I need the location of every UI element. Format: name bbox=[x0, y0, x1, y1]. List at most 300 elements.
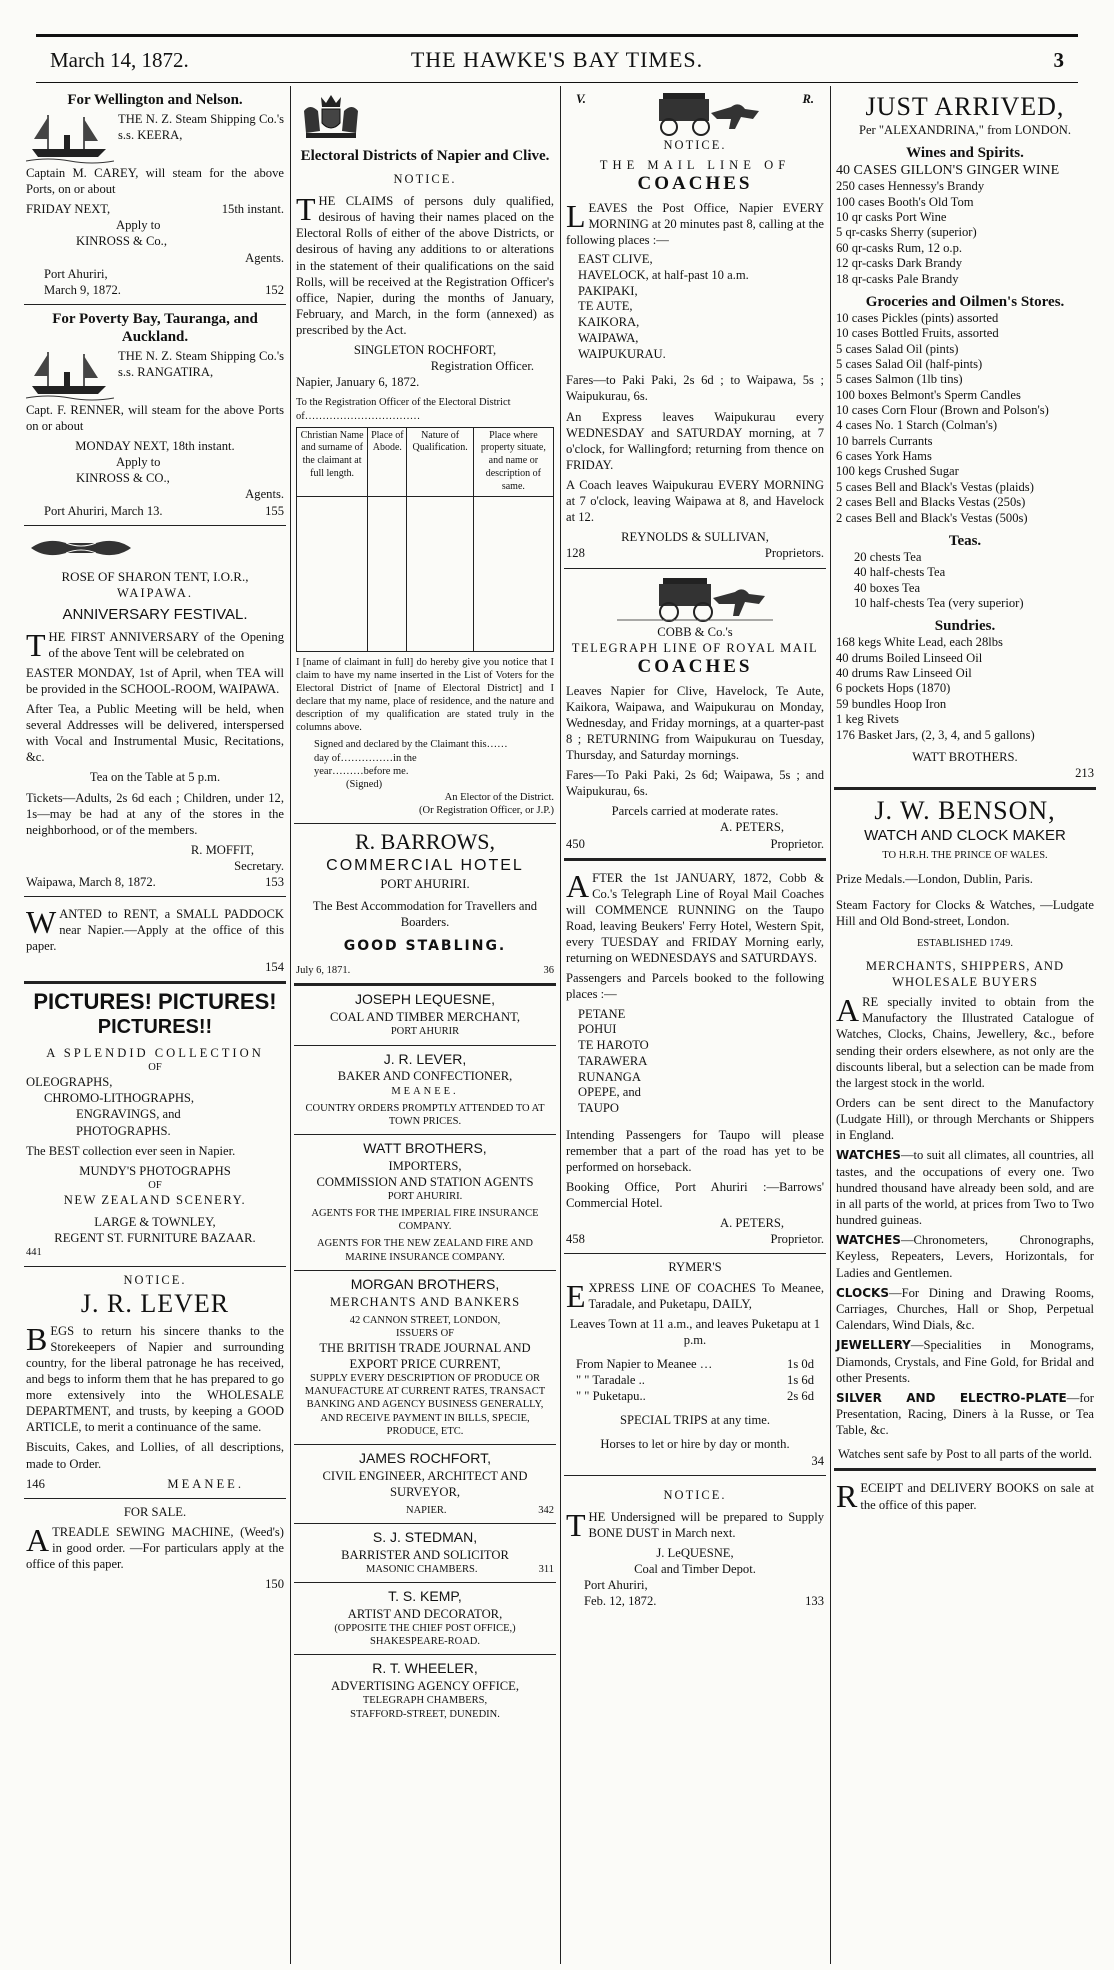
ad-number: 133 bbox=[805, 1594, 824, 1609]
sail-day: MONDAY NEXT, 18th instant. bbox=[75, 439, 235, 454]
form-column-header: Christian Name and surname of the claimant at full length. bbox=[297, 427, 368, 496]
picture-types bbox=[26, 1074, 284, 1138]
morgan-line: THE BRITISH TRADE JOURNAL AND EXPORT PRICE CURRENT, bbox=[319, 1340, 531, 1372]
ad-pictures bbox=[24, 984, 286, 1267]
ad-captain: Capt. F. RENNER, will steam for the above Ports on or about bbox=[26, 402, 284, 433]
para: Leaves Town at 11 a.m., and leaves Puketapu at 1 p.m. bbox=[569, 1316, 821, 1347]
cobb-line: TELEGRAPH LINE OF ROYAL MAIL bbox=[571, 640, 819, 655]
ad-poverty-bay bbox=[24, 305, 286, 526]
lequesne-trade: COAL AND TIMBER MERCHANT, bbox=[329, 1010, 521, 1025]
lever-name: J. R. LEVER, bbox=[383, 1050, 467, 1067]
benson-medals: Prize Medals.—London, Dublin, Paris. bbox=[836, 871, 1033, 886]
category-text: —Chronometers, Chronographs, Keyless, Repeaters, Levers, Horizontals, for Ladies and Gentlemen. bbox=[836, 1233, 1094, 1280]
goods-item: 5 cases Salad Oil (pints) bbox=[836, 341, 959, 356]
watt-agency: AGENTS FOR THE IMPERIAL FIRE INSURANCE COMPANY. bbox=[311, 1208, 539, 1233]
fare-price: 2s 6d bbox=[787, 1389, 814, 1404]
mundy: MUNDY'S PHOTOGRAPHS bbox=[79, 1163, 231, 1178]
column-rule bbox=[560, 86, 561, 1964]
para: An Express leaves Waipukurau every WEDNESDAY and SATURDAY morning, at 7 o'clock, for Wallingford; returning from thence on FRIDAY. bbox=[566, 409, 824, 472]
fare-route: " " Puketapu.. bbox=[576, 1389, 646, 1404]
goods-item: 4 cases No. 1 Starch (Colman's) bbox=[836, 418, 998, 433]
ad-number: 342 bbox=[538, 1504, 554, 1516]
ad-wanted bbox=[24, 897, 286, 983]
wines-heading: Wines and Spirits. bbox=[906, 145, 1024, 162]
declaration: I [name of claimant in full] do hereby give you notice that I claim to have my name inserted in the List of Voters for the Electoral District of [name of Electoral District] and I declare that my name, place of residence, and the nature and description of my qualification are stated truly in the columns above. bbox=[296, 656, 554, 734]
dated: Port Ahuriri, March 13. bbox=[44, 503, 163, 518]
ad-rymer bbox=[564, 1254, 826, 1475]
accommodation: The Best Accommodation for Travellers and Boarders. bbox=[312, 899, 538, 930]
stabling: GOOD STABLING. bbox=[343, 938, 507, 955]
goods-item: 100 boxes Belmont's Sperm Candles bbox=[836, 387, 1021, 402]
notice-label: NOTICE. bbox=[123, 1272, 187, 1287]
fare-route: " " Taradale .. bbox=[576, 1373, 645, 1388]
goods-item: 6 cases York Hams bbox=[836, 449, 932, 464]
goods-item: 100 kegs Crushed Sugar bbox=[836, 464, 959, 479]
or-registration: (Or Registration Officer, or J.P.) bbox=[419, 805, 554, 817]
kemp-line: (OPPOSITE THE CHIEF POST OFFICE,) bbox=[334, 1623, 516, 1635]
fare-price: 1s 0d bbox=[787, 1357, 814, 1372]
benson-trade: WATCH AND CLOCK MAKER bbox=[864, 827, 1066, 845]
groceries-heading: Groceries and Oilmen's Stores. bbox=[865, 293, 1065, 310]
ad-number: 154 bbox=[265, 959, 284, 974]
benson-appointment: TO H.R.H. THE PRINCE OF WALES. bbox=[882, 850, 1048, 862]
ad-lever-notice bbox=[24, 1267, 286, 1499]
goods-item: 176 Basket Jars, (2, 3, 4, and 5 gallons) bbox=[836, 727, 1035, 742]
para: ARE specially invited to obtain from the Manufactory the Illustrated Catalogue of Watches, Clocks, Chains, Jewellery, &c., before sending their orders elsewhere, as not only are the discounts liberal, but a selection can be made from the largest stock in the world. bbox=[836, 992, 1094, 1090]
category-text: —For Dining and Drawing Rooms, Carriages, Churches, Hall or Shop, Perpetual Calendars, Wind Dials, &c. bbox=[836, 1285, 1094, 1333]
category-text: —to suit all climates, all countries, all tastes, and the occupations of every one. Two hundred thousand have already been sold, and are in all parts of the world, at prices from Two to Two hundred guineas. bbox=[836, 1148, 1094, 1227]
festival-heading: ANNIVERSARY FESTIVAL. bbox=[62, 606, 248, 624]
ad-wellington-nelson bbox=[24, 86, 286, 305]
column-2 bbox=[294, 86, 556, 1964]
signatory-role: Registration Officer. bbox=[430, 359, 534, 374]
benson-silver bbox=[836, 1390, 1094, 1439]
place-item: TARAWERA bbox=[578, 1053, 648, 1068]
form-column-header: Nature of Qualification. bbox=[407, 427, 473, 496]
place-item: WAIPUKURAU. bbox=[578, 346, 666, 361]
cobb-name: COBB & Co.'s bbox=[657, 624, 733, 639]
benson-merchants: MERCHANTS, SHIPPERS, AND WHOLESALE BUYERS bbox=[865, 959, 1065, 990]
page-number: 3 bbox=[1053, 48, 1064, 72]
place-item: WAIPAWA, bbox=[578, 330, 639, 345]
para: EXPRESS LINE OF COACHES To Meanee, Taradale, and Puketapu, DAILY, bbox=[566, 1277, 824, 1314]
coaches-heading: COACHES bbox=[637, 655, 753, 677]
goods-item: 5 qr-casks Sherry (superior) bbox=[836, 225, 977, 240]
ad-rose-of-sharon bbox=[24, 526, 286, 898]
tent-place: WAIPAWA. bbox=[117, 586, 193, 601]
issue-date: March 14, 1872. bbox=[50, 48, 189, 72]
sale-heading: FOR SALE. bbox=[123, 1504, 187, 1519]
dated: Napier, January 6, 1872. bbox=[296, 375, 420, 390]
para: Passengers and Parcels booked to the following places :— bbox=[566, 971, 824, 1002]
kemp-name: T. S. KEMP, bbox=[388, 1588, 462, 1605]
place-item: POHUI bbox=[578, 1022, 617, 1037]
watt-line: COMMISSION AND STATION AGENTS bbox=[316, 1174, 534, 1189]
ad-captain: Captain M. CAREY, will steam for the above Ports, on or about bbox=[26, 166, 284, 197]
dated: Waipawa, March 8, 1872. bbox=[26, 875, 156, 890]
morgan-line: 42 CANNON STREET, LONDON, bbox=[349, 1314, 501, 1326]
ad-taupo-coaches bbox=[564, 861, 826, 1255]
place: Port Ahuriri, bbox=[44, 266, 108, 281]
morgan-line: AND RECEIVE PAYMENT IN BILLS, SPECIE, PRODUCE, ETC. bbox=[320, 1412, 530, 1437]
para: Parcels carried at moderate rates. bbox=[611, 804, 779, 819]
form-to: To the Registration Officer of the Electoral District of…………………………… bbox=[296, 397, 511, 422]
signatory: A. PETERS, bbox=[719, 820, 784, 835]
ad-number: 458 bbox=[566, 1232, 585, 1247]
watt-line: PORT AHURIRI. bbox=[387, 1191, 463, 1203]
lequesne-place: PORT AHURIR bbox=[390, 1026, 460, 1038]
form-column-header: Place of Abode. bbox=[368, 427, 407, 496]
rochfort-place: NAPIER. bbox=[406, 1504, 447, 1516]
place-item: TE AUTE, bbox=[578, 299, 633, 314]
ad-lequesne bbox=[294, 986, 556, 1045]
pictures-subheading: PICTURES!! bbox=[97, 1016, 213, 1039]
ad-number: 311 bbox=[538, 1564, 554, 1576]
pictures-heading: PICTURES! PICTURES! bbox=[33, 988, 277, 1014]
goods-item: 1 keg Rivets bbox=[836, 712, 899, 727]
goods-item: 168 kegs White Lead, each 28lbs bbox=[836, 635, 1003, 650]
place-item: OPEPE, and bbox=[578, 1085, 641, 1100]
benson-post: Watches sent safe by Post to all parts of the world. bbox=[838, 1447, 1092, 1462]
fare-price: 1s 6d bbox=[787, 1373, 814, 1388]
para: Fares—to Paki Paki, 2s 6d ; to Waipawa, 5s ; Waipukurau, 6s. bbox=[566, 373, 824, 404]
cipher-r: R. bbox=[802, 92, 814, 106]
rymer-name: RYMER'S bbox=[668, 1260, 722, 1275]
ad-number: 213 bbox=[1075, 765, 1094, 780]
goods-item: 10 qr casks Port Wine bbox=[836, 210, 947, 225]
ad-number: 152 bbox=[265, 282, 284, 297]
lever-orders: COUNTRY ORDERS PROMPTLY ATTENDED TO AT TOWN PRICES. bbox=[305, 1102, 545, 1127]
column-1 bbox=[24, 86, 286, 1964]
ad-for-sale bbox=[24, 1499, 286, 1599]
signed-line: day of……………in the bbox=[314, 752, 417, 764]
ad-heading: For Wellington and Nelson. bbox=[67, 92, 243, 108]
sundry-list bbox=[836, 635, 1094, 743]
goods-item: 2 cases Bell and Black's Vestas (500s) bbox=[836, 510, 1028, 525]
para: Intending Passengers for Taupo will please remember that a part of the road has yet to be performed on horseback. bbox=[566, 1127, 824, 1174]
ad-number: 36 bbox=[543, 965, 554, 977]
goods-item: 100 cases Booth's Old Tom bbox=[836, 194, 974, 209]
mail-line: THE MAIL LINE OF bbox=[599, 158, 791, 172]
wheeler-line: ADVERTISING AGENCY OFFICE, bbox=[330, 1679, 520, 1694]
apply-to: Apply to bbox=[116, 455, 161, 470]
dated: July 6, 1871. bbox=[296, 965, 351, 977]
rymer-fares bbox=[576, 1356, 814, 1404]
goods-item: 6 pockets Hops (1870) bbox=[836, 681, 951, 696]
fare-route: From Napier to Meanee … bbox=[576, 1357, 713, 1372]
category-label: JEWELLERY bbox=[836, 1338, 911, 1353]
teas-heading: Teas. bbox=[948, 532, 982, 549]
para: Fares—To Paki Paki, 2s 6d; Waipawa, 5s ; and Waipukurau, 6s. bbox=[566, 768, 824, 799]
newspaper-title: THE HAWKE'S BAY TIMES. bbox=[410, 47, 704, 72]
signed-line: (Signed) bbox=[346, 778, 383, 790]
arrived-heading: JUST ARRIVED, bbox=[865, 92, 1065, 121]
signatory: J. LeQUESNE, bbox=[656, 1545, 734, 1560]
lequesne-name: JOSEPH LEQUESNE, bbox=[354, 991, 496, 1008]
signatory: WATT BROTHERS. bbox=[912, 749, 1018, 764]
para: AFTER the 1st JANUARY, 1872, Cobb & Co.'s Telegraph Line of Royal Mail Coaches will COMMENCE RUNNING on the Taupo Road, leaving Beukers' Ferry Hotel, Western Spit, every TUESDAY and FRIDAY Morning early, returning on WEDNESDAYS and SATURDAYS. bbox=[566, 867, 824, 966]
signatory: REYNOLDS & SULLIVAN, bbox=[621, 530, 769, 545]
benson-jewellery bbox=[836, 1337, 1094, 1386]
receipt-text: RECEIPT and DELIVERY BOOKS on sale at the office of this paper. bbox=[836, 1478, 1094, 1515]
signed-line: Signed and declared by the Claimant this…… bbox=[314, 739, 508, 751]
claim-form-table bbox=[296, 427, 554, 652]
place-item: PAKIPAKI, bbox=[578, 283, 638, 298]
ad-jr-lever bbox=[294, 1046, 556, 1135]
goods-item: 59 bundles Hoop Iron bbox=[836, 696, 947, 711]
place: Port Ahuriri, bbox=[584, 1578, 648, 1593]
goods-item: 10 barrels Currants bbox=[836, 433, 933, 448]
morgan-name: MORGAN BROTHERS, bbox=[350, 1275, 500, 1292]
para: Tea on the Table at 5 p.m. bbox=[89, 770, 221, 785]
place-item: TAUPO bbox=[578, 1100, 619, 1115]
goods-item: 10 cases Bottled Fruits, assorted bbox=[836, 326, 999, 341]
goods-item: 40 boxes Tea bbox=[854, 580, 921, 595]
ad-number: 34 bbox=[811, 1453, 824, 1468]
ad-body: THE N. Z. Steam Shipping Co.'s s.s. RANGATIRA, bbox=[118, 348, 284, 379]
special-trips: SPECIAL TRIPS at any time. bbox=[619, 1413, 771, 1428]
morgan-line: ISSUERS OF bbox=[395, 1327, 455, 1339]
ad-bone-dust bbox=[564, 1476, 826, 1616]
pictures-lead: A SPLENDID COLLECTION bbox=[46, 1046, 264, 1061]
goods-item: 20 chests Tea bbox=[854, 549, 922, 564]
watt-name: WATT BROTHERS, bbox=[363, 1139, 487, 1156]
cipher-v: V. bbox=[576, 92, 586, 106]
ad-mail-coaches bbox=[564, 86, 826, 569]
signatory: R. MOFFIT, bbox=[190, 842, 254, 857]
wheeler-name: R. T. WHEELER, bbox=[372, 1660, 478, 1677]
para: BEGS to return his sincere thanks to the Storekeepers of Napier and surrounding country, for the liberal patronage he has received, and begs to inform them that he has prepared to go more extensively into the WHOLESALE DEPARTMENT, and trusts, by keeping a GOOD ARTICLE, to merit a continuance of the same. bbox=[26, 1320, 284, 1435]
place-item: TE HAROTO bbox=[578, 1038, 649, 1053]
signatory-role: Proprietor. bbox=[770, 1232, 824, 1247]
goods-item: 60 qr-casks Rum, 12 o.p. bbox=[836, 240, 963, 255]
para: Biscuits, Cakes, and Lollies, of all descriptions, made to Order. bbox=[26, 1440, 284, 1471]
goods-item: 18 qr-casks Pale Brandy bbox=[836, 271, 959, 286]
para: Orders can be sent direct to the Manufactory (Ludgate Hill), or through Merchants or Shippers in England. bbox=[836, 1095, 1094, 1143]
para: The BEST collection ever seen in Napier. bbox=[26, 1143, 236, 1158]
signatory-role: Proprietors. bbox=[764, 546, 824, 561]
wheeler-line: STAFFORD-STREET, DUNEDIN. bbox=[350, 1708, 500, 1720]
ad-heading: For Poverty Bay, Tauranga, and Auckland. bbox=[52, 310, 258, 345]
taupo-places bbox=[566, 1007, 824, 1117]
masthead-bottom-rule bbox=[36, 82, 1078, 83]
para: Tickets—Adults, 2s 6d each ; Children, under 12, 1s—may be had at any of the stores in the neighborhood, or of the members. bbox=[26, 790, 284, 837]
goods-item: 2 cases Bell and Blacks Vestas (250s) bbox=[836, 495, 1026, 510]
kemp-line: SHAKESPEARE-ROAD. bbox=[370, 1636, 480, 1648]
steamship-icon bbox=[26, 109, 114, 165]
morgan-line: MERCHANTS AND BANKERS bbox=[329, 1294, 521, 1309]
para: THE Undersigned will be prepared to Supply BONE DUST in March next. bbox=[566, 1506, 824, 1543]
lever-name: J. R. LEVER bbox=[80, 1288, 230, 1318]
tea-list bbox=[836, 550, 1094, 611]
notice-label: NOTICE. bbox=[663, 138, 727, 152]
goods-item: 10 half-chests Tea (very superior) bbox=[854, 596, 1024, 610]
goods-item: 5 cases Salmon (1lb tins) bbox=[836, 372, 963, 387]
signed-line: year………before me. bbox=[314, 765, 409, 777]
notice-label: NOTICE. bbox=[393, 172, 457, 187]
dated: March 9, 1872. bbox=[44, 282, 121, 297]
rochfort-name: JAMES ROCHFORT, bbox=[359, 1449, 491, 1466]
kemp-line: ARTIST AND DECORATOR, bbox=[347, 1607, 503, 1622]
ad-number: 150 bbox=[265, 1577, 284, 1592]
para: A Coach leaves Waipukurau EVERY MORNING at 7 o'clock, leaving Waipawa at 8, and Havelock at 12. bbox=[566, 478, 824, 525]
stedman-name: S. J. STEDMAN, bbox=[372, 1529, 478, 1546]
wheeler-line: TELEGRAPH CHAMBERS, bbox=[362, 1695, 488, 1707]
place-item: EAST CLIVE, bbox=[578, 252, 653, 267]
of-label: OF bbox=[148, 1179, 162, 1191]
para: Booking Office, Port Ahuriri :—Barrows' Commercial Hotel. bbox=[566, 1180, 824, 1211]
rochfort-line: CIVIL ENGINEER, ARCHITECT AND SURVEYOR, bbox=[322, 1468, 528, 1499]
hotel-name: COMMERCIAL HOTEL bbox=[326, 856, 524, 874]
ad-number: 128 bbox=[566, 546, 585, 561]
goods-item: 10 cases Pickles (pints) assorted bbox=[836, 310, 999, 325]
sale-text: ATREADLE SEWING MACHINE, (Weed's) in good order. —For particulars apply at the office of this paper. bbox=[26, 1521, 284, 1572]
goods-item: 5 cases Bell and Black's Vestas (plaids) bbox=[836, 479, 1034, 494]
nz-scenery: NEW ZEALAND SCENERY. bbox=[63, 1193, 247, 1208]
benson-factory: Steam Factory for Clocks & Watches, —Ludgate Hill and Old Bond-street, London. bbox=[836, 897, 1094, 928]
ad-electoral bbox=[294, 86, 556, 824]
category-label: CLOCKS bbox=[836, 1285, 889, 1300]
stedman-line: BARRISTER AND SOLICITOR bbox=[341, 1547, 509, 1562]
ad-number: 450 bbox=[566, 836, 585, 851]
ad-wheeler bbox=[294, 1655, 556, 1726]
agent-name: KINROSS & Co., bbox=[76, 234, 167, 249]
goods-item: 250 cases Hennessy's Brandy bbox=[836, 179, 985, 194]
place-item: KAIKORA, bbox=[578, 315, 640, 330]
tent-title: ROSE OF SHARON TENT, I.O.R., bbox=[61, 568, 249, 584]
horses: Horses to let or hire by day or month. bbox=[600, 1437, 790, 1452]
signatory: SINGLETON ROCHFORT, bbox=[353, 343, 497, 358]
benson-watches bbox=[836, 1147, 1094, 1228]
ad-number: 155 bbox=[265, 503, 284, 518]
goods-item: 40 drums Raw Linseed Oil bbox=[836, 666, 972, 681]
seller-address: REGENT ST. FURNITURE BAZAAR. bbox=[54, 1231, 256, 1246]
masthead-top-rule bbox=[36, 34, 1078, 37]
goods-item: 40 half-chests Tea bbox=[854, 565, 946, 580]
grocery-list bbox=[836, 311, 1094, 526]
morgan-line: SUPPLY EVERY DESCRIPTION OF PRODUCE OR MANUFACTURE AT CURRENT RATES, TRANSACT BANKING AND AGENCY BUSINESS GENERALLY, bbox=[304, 1373, 546, 1411]
goods-item: 5 cases Salad Oil (half-pints) bbox=[836, 356, 983, 371]
hotel-place: PORT AHURIRI. bbox=[380, 877, 470, 892]
goods-item: 12 qr-casks Dark Brandy bbox=[836, 256, 962, 271]
sail-date: 15th instant. bbox=[221, 202, 284, 217]
ad-barrows bbox=[294, 824, 556, 986]
agents-label: Agents. bbox=[245, 487, 284, 502]
signatory-role: Proprietor. bbox=[770, 836, 824, 851]
signatory-role: Coal and Timber Depot. bbox=[634, 1562, 756, 1576]
agents-label: Agents. bbox=[245, 250, 284, 265]
ad-number: 146 bbox=[26, 1476, 45, 1491]
place-item: PETANE bbox=[578, 1006, 626, 1021]
goods-item: 40 drums Boiled Linseed Oil bbox=[836, 650, 983, 665]
dated: Feb. 12, 1872. bbox=[584, 1594, 657, 1609]
category-label: WATCHES bbox=[836, 1148, 901, 1163]
para: LEAVES the Post Office, Napier EVERY MORNING at 20 minutes past 8, calling at the following places :— bbox=[566, 197, 824, 248]
stagecoach-icon bbox=[619, 91, 769, 137]
mail-places bbox=[566, 252, 824, 362]
ad-body: THE N. Z. Steam Shipping Co.'s s.s. KEERA, bbox=[118, 112, 284, 143]
picture-type: CHROMO-LITHOGRAPHS, bbox=[44, 1091, 195, 1106]
of-label: OF bbox=[148, 1062, 162, 1074]
goods-item-featured: 40 CASES GILLON'S GINGER WINE bbox=[836, 163, 1060, 179]
watt-agency: AGENTS FOR THE NEW ZEALAND FIRE AND MARINE INSURANCE COMPANY. bbox=[316, 1238, 534, 1263]
category-label: WATCHES bbox=[836, 1233, 901, 1248]
lever-place: MEANEE. bbox=[391, 1085, 459, 1097]
ad-heading: Electoral Districts of Napier and Clive. bbox=[300, 148, 550, 165]
agent-name: KINROSS & CO., bbox=[76, 471, 170, 486]
arrived-per: Per "ALEXANDRINA," from LONDON. bbox=[858, 123, 1072, 138]
watt-line: IMPORTERS, bbox=[388, 1158, 462, 1173]
category-text: —for Presentation, Racing, Diners à la Russe, or Tea Table, &c. bbox=[836, 1390, 1094, 1438]
ad-rochfort bbox=[294, 1445, 556, 1524]
para: Leaves Napier for Clive, Havelock, Te Aute, Kaikora, Waipawa, and Waipukurau on Monday, Wednesday, and Friday mornings, at a quarter-past 8 ; RETURNING from Waipukurau on Tuesday, Thursday, and Saturday mornings. bbox=[566, 683, 824, 763]
ad-watt-brothers bbox=[294, 1135, 556, 1271]
masthead bbox=[50, 40, 1064, 80]
benson-clocks bbox=[836, 1285, 1094, 1334]
barrows-name: R. BARROWS, bbox=[355, 829, 495, 855]
benson-name: J. W. BENSON, bbox=[874, 796, 1056, 826]
ad-cobb-coaches bbox=[564, 569, 826, 861]
wine-list bbox=[836, 162, 1094, 287]
benson-established: ESTABLISHED 1749. bbox=[917, 937, 1013, 949]
para: THE FIRST ANNIVERSARY of the Opening of the above Tent will be celebrated on bbox=[26, 626, 284, 663]
notice-label: NOTICE. bbox=[663, 1487, 727, 1502]
stedman-place: MASONIC CHAMBERS. bbox=[366, 1564, 478, 1576]
elector-line: An Elector of the District. bbox=[444, 791, 554, 803]
category-label: SILVER AND ELECTRO-PLATE bbox=[836, 1390, 1067, 1405]
benson-watches-2 bbox=[836, 1232, 1094, 1281]
steamship-icon bbox=[26, 346, 114, 402]
column-rule bbox=[830, 86, 831, 1964]
coaches-heading: COACHES bbox=[637, 173, 753, 195]
picture-type: PHOTOGRAPHS. bbox=[76, 1123, 171, 1138]
place-item: HAVELOCK, at half-past 10 a.m. bbox=[578, 267, 749, 282]
column-3 bbox=[564, 86, 826, 1964]
picture-type: ENGRAVINGS, and bbox=[76, 1107, 181, 1122]
form-column-header: Place where property situate, and name or description of same. bbox=[473, 427, 553, 496]
goods-item: 10 cases Corn Flour (Brown and Polson's) bbox=[836, 403, 1049, 418]
apply-to: Apply to bbox=[116, 218, 161, 233]
column-rule bbox=[290, 86, 291, 1964]
column-4 bbox=[834, 86, 1096, 1964]
clasped-hands-icon bbox=[26, 533, 136, 563]
lever-trade: BAKER AND CONFECTIONER, bbox=[337, 1069, 513, 1084]
para: EASTER MONDAY, 1st of April, when TEA will be provided in the SCHOOL-ROOM, WAIPAWA. bbox=[26, 665, 284, 696]
stagecoach-icon bbox=[615, 574, 775, 624]
signatory-role: Secretary. bbox=[234, 858, 284, 873]
ad-just-arrived bbox=[834, 86, 1096, 790]
ad-number: 441 bbox=[26, 1247, 42, 1259]
para: After Tea, a Public Meeting will be held, when several Addresses will be delivered, interspersed with Vocal and Instrumental Music, Recitations, &c. bbox=[26, 702, 284, 765]
para: THE CLAIMS of persons duly qualified, desirous of having their names placed on the Electoral Rolls of either of the above Districts, or desirous of having any additions to or alterations in the statement of their qualifications on the said Rolls, will be received at the Registration Officer's office, Napier, during the months of January, February, and March, in the form (annexed) as prescribed by the Act. bbox=[296, 191, 554, 337]
sail-day: FRIDAY NEXT, bbox=[26, 202, 111, 217]
ad-number: 153 bbox=[265, 875, 284, 890]
ad-receipt-books bbox=[834, 1471, 1096, 1522]
royal-crest-icon bbox=[296, 93, 366, 141]
sundries-heading: Sundries. bbox=[934, 618, 996, 635]
seller: LARGE & TOWNLEY, bbox=[94, 1215, 216, 1230]
wanted-text: WANTED to RENT, a SMALL PADDOCK near Napier.—Apply at the office of this paper. bbox=[26, 904, 284, 954]
ad-morgan bbox=[294, 1271, 556, 1445]
category-text: —Specialities in Monograms, Diamonds, Crystals, and Fine Gold, for Bridal and other Presents. bbox=[836, 1338, 1094, 1385]
ad-kemp bbox=[294, 1583, 556, 1655]
picture-type: OLEOGRAPHS, bbox=[26, 1075, 113, 1090]
place: MEANEE. bbox=[167, 1476, 244, 1491]
ad-stedman bbox=[294, 1524, 556, 1583]
ad-benson bbox=[834, 790, 1096, 1471]
place-item: RUNANGA bbox=[578, 1069, 641, 1084]
signatory: A. PETERS, bbox=[719, 1216, 784, 1231]
